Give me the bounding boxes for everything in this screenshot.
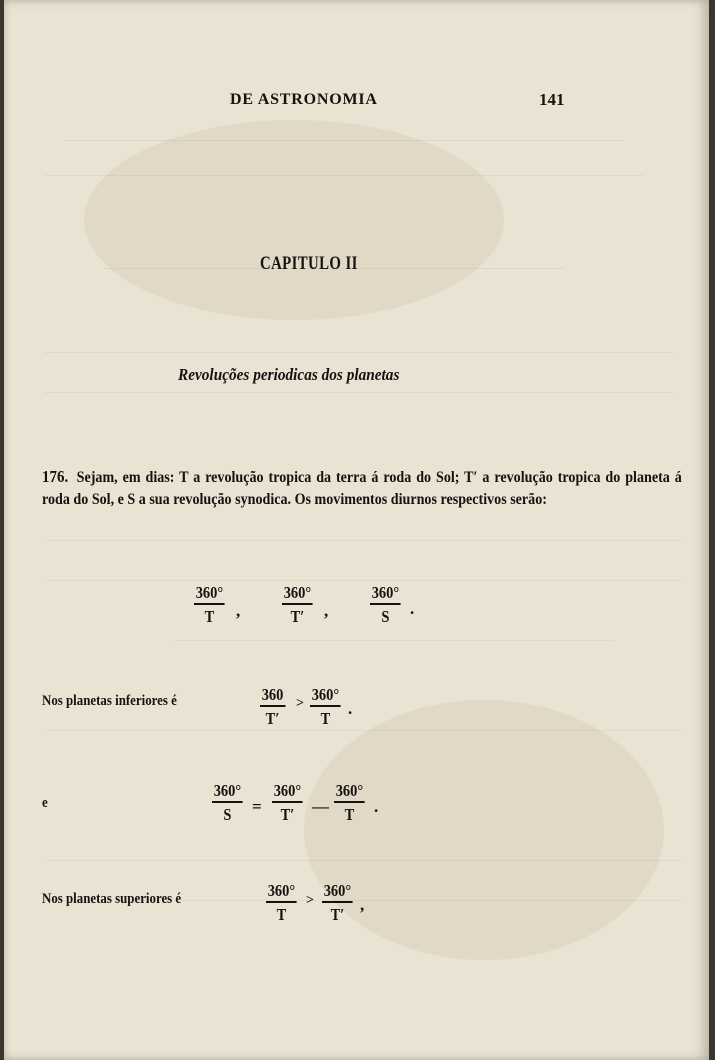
fraction-360-over-T-prime [272, 782, 303, 823]
fraction-360-over-T [266, 882, 297, 923]
denominator: T′ [330, 905, 345, 924]
show-through-line [44, 392, 674, 394]
denominator: S [223, 805, 232, 824]
period: . [410, 599, 415, 618]
denominator: T [276, 905, 287, 924]
numerator: 360° [322, 882, 353, 903]
numerator: 360° [370, 584, 401, 605]
fraction-360-over-S [212, 782, 243, 823]
paragraph-number: 176. [42, 467, 69, 486]
numerator: 360° [212, 782, 243, 803]
numerator: 360° [272, 782, 303, 803]
book-page [4, 0, 709, 1060]
denominator: T [320, 709, 331, 728]
numerator: 360° [194, 584, 225, 605]
fraction-360-over-T-prime [282, 584, 313, 625]
show-through-line [44, 540, 684, 542]
chapter-title: CAPITULO II [260, 253, 358, 274]
conjunction-e: e [42, 795, 48, 811]
running-title: DE ASTRONOMIA [230, 91, 378, 108]
minus-sign: — [312, 797, 329, 816]
numerator: 360° [334, 782, 365, 803]
period: . [348, 699, 353, 718]
period: . [374, 797, 379, 816]
page-number: 141 [539, 90, 565, 109]
numerator: 360° [282, 584, 313, 605]
show-through-line [44, 580, 684, 582]
paragraph-text: Sejam, em dias: T a revolução tropica da terra á roda do Sol; T′ a revolução tropica do planeta á roda do Sol, e S a sua revolução synodica. Os movimentos diurnos respectivos serão: [42, 469, 682, 508]
fraction-360-over-T-prime [322, 882, 353, 923]
denominator: T [344, 805, 355, 824]
fraction-360-over-T-prime [260, 686, 285, 727]
fraction-360-over-T [310, 686, 341, 727]
equals-sign: = [252, 797, 262, 816]
greater-than: > [306, 893, 314, 908]
comma: , [360, 895, 365, 914]
paper-stain [304, 700, 664, 960]
numerator: 360° [310, 686, 341, 707]
fraction-360-over-S [370, 584, 401, 625]
inferiores-label: Nos planetas inferiores é [42, 693, 177, 709]
denominator: T [204, 607, 215, 626]
show-through-line [174, 640, 614, 642]
superiores-label: Nos planetas superiores é [42, 891, 182, 907]
paragraph-176 [42, 466, 682, 511]
numerator: 360° [266, 882, 297, 903]
paper-stain [84, 120, 504, 320]
fraction-360-over-T [194, 584, 225, 625]
fraction-360-over-T [334, 782, 365, 823]
section-title: Revoluções periodicas dos planetas [178, 365, 400, 384]
show-through-line [44, 352, 674, 354]
denominator: S [381, 607, 390, 626]
denominator: T′ [290, 607, 305, 626]
comma: , [324, 601, 329, 620]
denominator: T′ [280, 805, 295, 824]
denominator: T′ [265, 709, 280, 728]
comma: , [236, 601, 241, 620]
greater-than: > [296, 696, 304, 711]
numerator: 360 [260, 686, 285, 707]
